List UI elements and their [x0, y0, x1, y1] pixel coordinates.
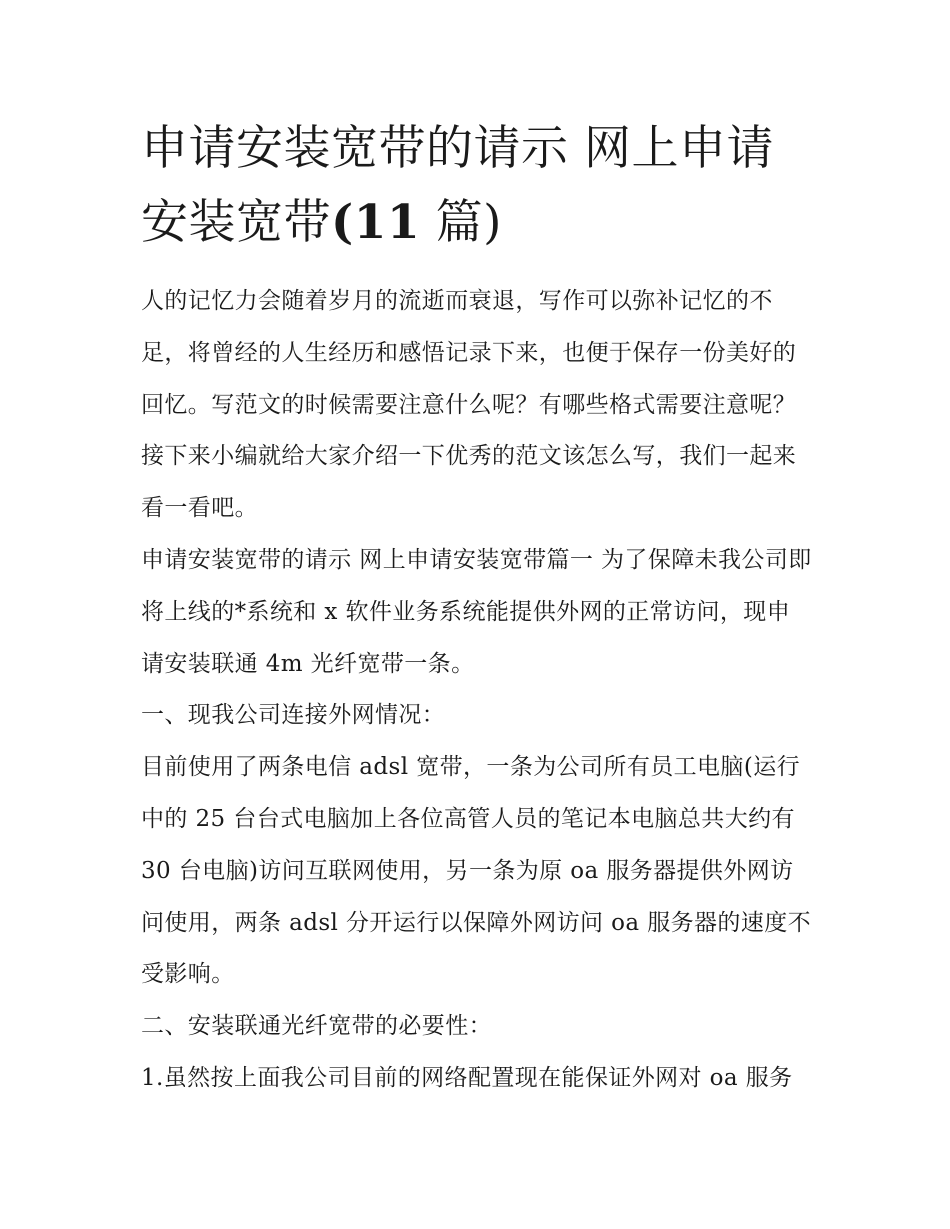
document-page: [141, 112, 813, 1105]
title-suffix: 篇): [435, 195, 502, 250]
document-title: [141, 112, 813, 260]
title-count: (11: [331, 195, 421, 250]
title-text: 申请安装宽带的请示 网上申请安装宽带: [141, 121, 774, 250]
current-situation-paragraph: 目前使用了两条电信 adsl 宽带，一条为公司所有员工电脑(运行中的 25 台台式电脑加上各位高管人员的笔记本电脑总共大约有 30 台电脑)访问互联网使用，另一条为原 oa 服务器提供外网访问使用，两条 adsl 分开运行以保障外网访问 oa 服务器的速度不受影响。: [141, 754, 811, 988]
necessity-paragraph: 1.虽然按上面我公司目前的网络配置现在能保证外网对 oa 服务: [141, 1064, 793, 1091]
request-paragraph: 申请安装宽带的请示 网上申请安装宽带篇一 为了保障未我公司即将上线的*系统和 x 软件业务系统能提供外网的正常访问，现申请安装联通 4m 光纤宽带一条。: [141, 546, 812, 677]
intro-paragraph: 人的记忆力会随着岁月的流逝而衰退，写作可以弥补记忆的不足，将曾经的人生经历和感悟记录下来，也便于保存一份美好的回忆。写范文的时候需要注意什么呢？有哪些格式需要注意呢？接下来小编就给大家介绍一下优秀的范文该怎么写，我们一起来看一看吧。: [141, 288, 797, 522]
section-heading-2: 二、安装联通光纤宽带的必要性：: [141, 1013, 492, 1040]
section-heading-1: 一、现我公司连接外网情况：: [141, 702, 446, 729]
